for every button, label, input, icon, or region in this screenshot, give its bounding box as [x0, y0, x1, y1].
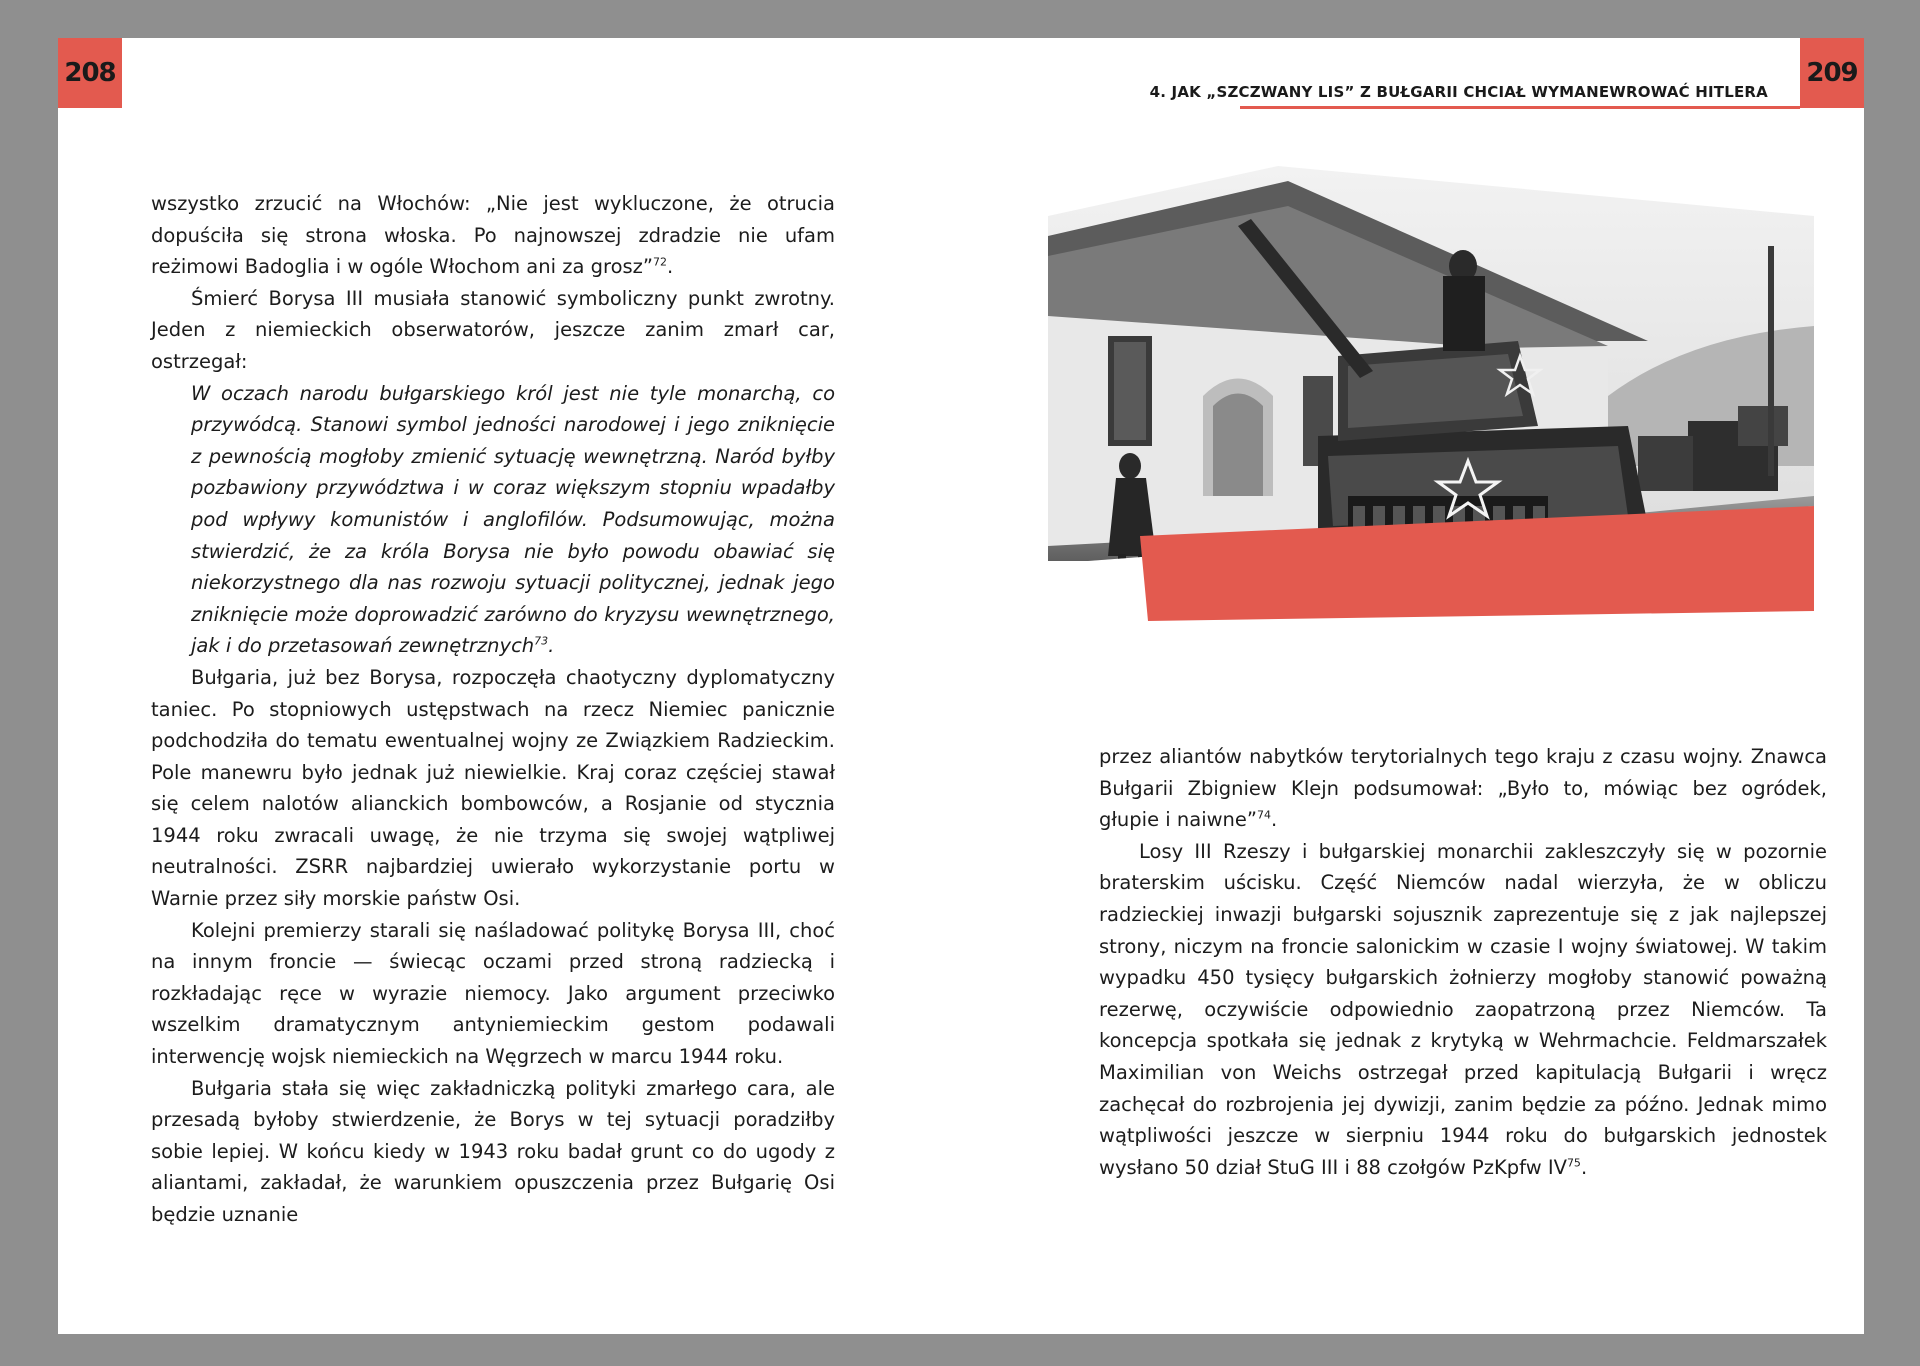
- paragraph: przez aliantów nabytków terytorialnych tego kraju z czasu wojny. Znawca Bułgarii Zbigniew Klejn podsumował: „Było to, mówiąc bez ogródek, głupie i naiwne”$^{74}$.: [1099, 745, 1827, 832]
- paragraph: Bułgaria stała się więc zakładniczką polityki zmarłego cara, ale przesadą byłoby stwierdzenie, że Borys w tej sytuacji poradziłby sobie lepiej. W końcu kiedy w 1943 roku badał grunt co do ugody z aliantami, zakładał, że warunkiem opuszczenia przez Bułgarię Osi będzie uznanie: [151, 1076, 835, 1226]
- left-page-body: [151, 188, 835, 1231]
- running-head: 4. JAK „SZCZWANY LIS” Z BUŁGARII CHCIAŁ WYMANEWROWAĆ HITLERA: [1149, 83, 1768, 101]
- left-page-number: 208: [58, 38, 122, 108]
- footnote-ref[interactable]: 72: [653, 255, 668, 269]
- photo-caption: Niemcy jeszcze w sierpniu 1944 zaopatrywali bułgarskie dywizje w czołgi i działa samobieżne. Chrzest bojowy czekał te pojazdy jednak w walce przeciwko III Rzeszy.: [1149, 632, 1698, 692]
- paragraph: Losy III Rzeszy i bułgarskiej monarchii zakleszczyły się w pozornie braterskim uścisku. Część Niemców nadal wierzyła, że w obliczu radzieckiej inwazji bułgarski sojusznik zaprezentuje się z jak najlepszej strony, niczym na froncie salonickim w czasie I wojny światowej. W takim wypadku 450 tysięcy bułgarskich żołnierzy mogłoby stanowić poważną rezerwę, oczywiście odpowiednio zaopatrzoną przez Niemców. Ta koncepcja spotkała się jednak z krytyką w Wehrmachcie. Feldmarszałek Maximilian von Weichs ostrzegał przed kapitulacją Bułgarii i wręcz zachęcał do rozbrojenia jej dywizji, zanim będzie za późno. Jednak mimo wątpliwości jeszcze w sierpniu 1944 roku do bułgarskich jednostek wysłano 50 dział StuG III i 88 czołgów PzKpfw IV$^{75}$.: [1099, 839, 1827, 1179]
- tank-photo-graphic: [1048, 166, 1814, 686]
- paragraph: wszystko zrzucić na Włochów: „Nie jest wykluczone, że otrucia dopuściła się strona włoska. Po najnowszej zdradzie nie ufam reżimowi Badoglia i w ogóle Włochom ani za grosz”$^{72}$.: [151, 192, 835, 279]
- paragraph: Śmierć Borysa III musiała stanowić symboliczny punkt zwrotny. Jeden z niemieckich obserwatorów, jeszcze zanim zmarł car, ostrzegał:: [151, 286, 835, 373]
- footnote-ref[interactable]: 75: [1566, 1156, 1581, 1170]
- tank-photo: [1048, 166, 1814, 686]
- right-page-number: 209: [1800, 38, 1864, 108]
- paragraph: Kolejni premierzy starali się naśladować politykę Borysa III, choć na innym froncie — świecąc oczami przed stroną radziecką i rozkładając ręce w wyrazie niemocy. Jako argument przeciwko wszelkim dramatycznym antyniemieckim gestom podawali interwencję wojsk niemieckich na Węgrzech w marcu 1944 roku.: [151, 918, 835, 1069]
- block-quote: W oczach narodu bułgarskiego król jest nie tyle monarchą, co przywódcą. Stanowi symbol jedności narodowej i jego zniknięcie z pewnością mogłoby zmienić sytuację wewnętrzną. Naród byłby pozbawiony przywództwa i w coraz większym stopniu wpadałby pod wpływy komunistów i anglofilów. Podsumowując, można stwierdzić, że za króla Borysa nie było powodu obawiać się niekorzystnego dla nas rozwoju sytuacji politycznej, jednak jego zniknięcie może doprowadzić zarówno do kryzysu wewnętrznego, jak i do przetasowań zewnętrznych$^{73}$.: [191, 381, 835, 658]
- footnote-ref[interactable]: 73: [534, 634, 549, 648]
- running-head-rule: [1240, 106, 1800, 109]
- right-page-body: [1099, 741, 1827, 1183]
- book-spread: [58, 38, 1864, 1334]
- footnote-ref[interactable]: 74: [1257, 808, 1272, 822]
- paragraph: Bułgaria, już bez Borysa, rozpoczęła chaotyczny dyplomatyczny taniec. Po stopniowych ustępstwach na rzecz Niemiec panicznie podchodziła do tematu ewentualnej wojny ze Związkiem Radzieckim. Pole manewru było jednak już niewielkie. Kraj coraz częściej stawał się celem nalotów alianckich bombowców, a Rosjanie od stycznia 1944 roku zwracali uwagę, że nie trzyma się swojej wątpliwej neutralności. ZSRR najbardziej uwierało wykorzystanie portu w Warnie przez siły morskie państw Osi.: [151, 665, 835, 911]
